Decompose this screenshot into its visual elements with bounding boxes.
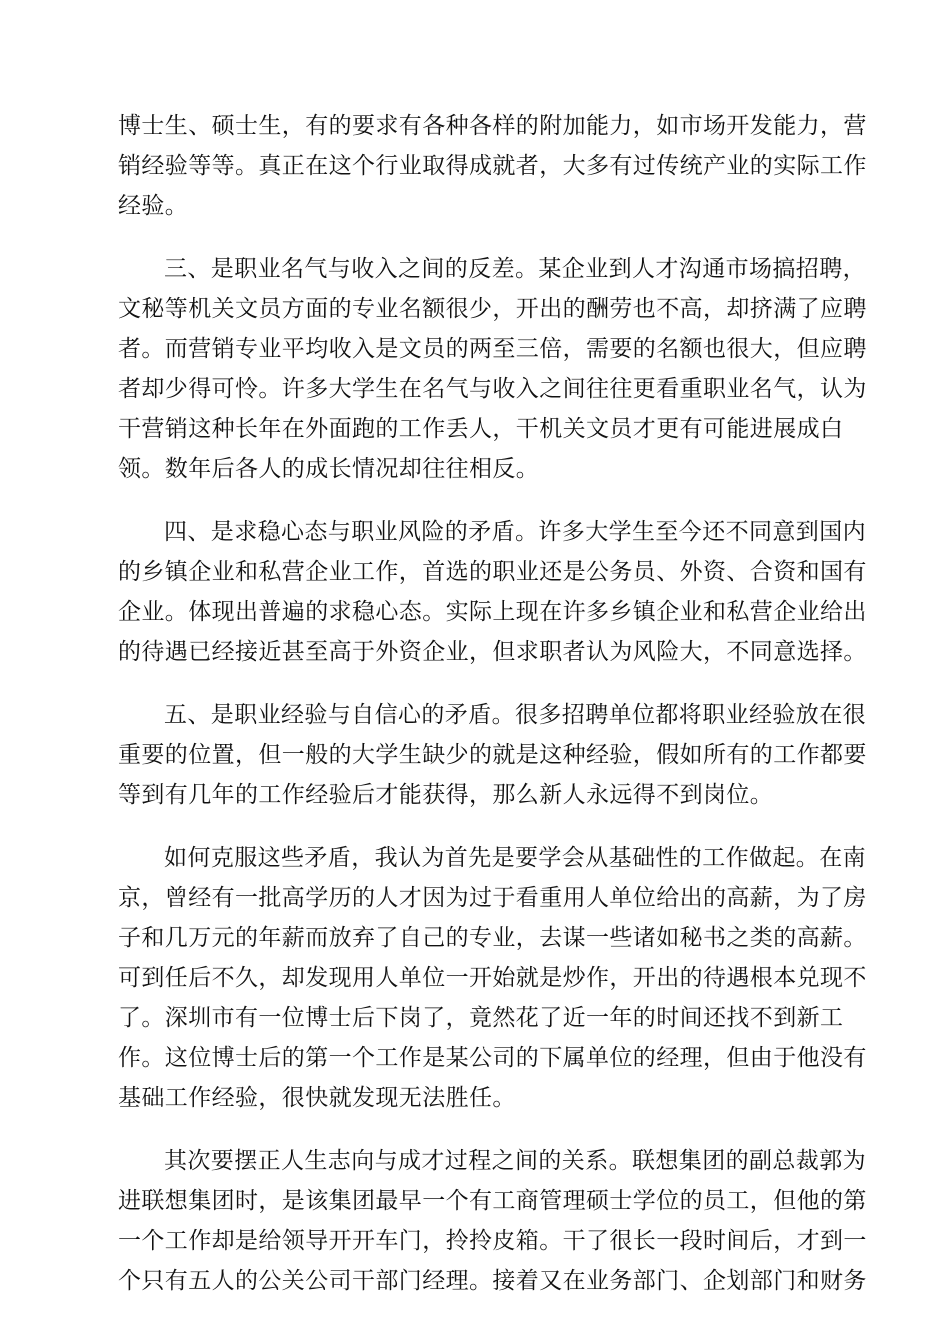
text-line: 如何克服这些矛盾，我认为首先是要学会从基础性的工作做起。在南 bbox=[164, 845, 866, 871]
paragraph-life-goals bbox=[118, 1141, 867, 1301]
text-line: 一个工作却是给领导开开车门，拎拎皮箱。干了很长一段时间后，才到一 bbox=[118, 1228, 867, 1254]
paragraph-continuation bbox=[118, 106, 867, 226]
paragraph-overcoming-contradictions bbox=[118, 838, 867, 1118]
text-line: 领。数年后各人的成长情况却往往相反。 bbox=[118, 456, 540, 482]
text-line: 销经验等等。真正在这个行业取得成就者，大多有过传统产业的实际工作 bbox=[118, 153, 867, 179]
text-line: 企业。体现出普遍的求稳心态。实际上现在许多乡镇企业和私营企业给出 bbox=[118, 599, 867, 625]
text-line: 子和几万元的年薪而放弃了自己的专业，去谋一些诸如秘书之类的高薪。 bbox=[118, 925, 867, 951]
paragraph-section-five bbox=[118, 695, 867, 815]
text-line: 文秘等机关文员方面的专业名额很少，开出的酬劳也不高，却挤满了应聘 bbox=[118, 296, 867, 322]
text-line: 的待遇已经接近甚至高于外资企业，但求职者认为风险大，不同意选择。 bbox=[118, 639, 867, 665]
text-line: 了。深圳市有一位博士后下岗了，竟然花了近一年的时间还找不到新工 bbox=[118, 1005, 844, 1031]
text-line: 干营销这种长年在外面跑的工作丢人，干机关文员才更有可能进展成白 bbox=[118, 416, 844, 442]
text-line: 五、是职业经验与自信心的矛盾。很多招聘单位都将职业经验放在很 bbox=[164, 702, 866, 728]
text-line: 的乡镇企业和私营企业工作，首选的职业还是公务员、外资、合资和国有 bbox=[118, 559, 867, 585]
text-line: 经验。 bbox=[118, 193, 189, 219]
text-line: 可到任后不久，却发现用人单位一开始就是炒作，开出的待遇根本兑现不 bbox=[118, 965, 867, 991]
text-line: 其次要摆正人生志向与成才过程之间的关系。联想集团的副总裁郭为 bbox=[164, 1148, 866, 1174]
text-line: 四、是求稳心态与职业风险的矛盾。许多大学生至今还不同意到国内 bbox=[164, 519, 866, 545]
text-line: 重要的位置，但一般的大学生缺少的就是这种经验，假如所有的工作都要 bbox=[118, 742, 867, 768]
document-body bbox=[118, 106, 867, 1324]
text-line: 作。这位博士后的第一个工作是某公司的下属单位的经理，但由于他没有 bbox=[118, 1045, 867, 1071]
text-line: 等到有几年的工作经验后才能获得，那么新人永远得不到岗位。 bbox=[118, 782, 774, 808]
text-line: 京，曾经有一批高学历的人才因为过于看重用人单位给出的高薪，为了房 bbox=[118, 885, 867, 911]
paragraph-section-three bbox=[118, 249, 867, 489]
text-line: 进联想集团时，是该集团最早一个有工商管理硕士学位的员工，但他的第 bbox=[118, 1188, 867, 1214]
text-line: 者。而营销专业平均收入是文员的两至三倍，需要的名额也很大，但应聘 bbox=[118, 336, 867, 362]
text-line: 者却少得可怜。许多大学生在名气与收入之间往往更看重职业名气，认为 bbox=[118, 376, 867, 402]
text-line: 博士生、硕士生，有的要求有各种各样的附加能力，如市场开发能力，营 bbox=[118, 113, 867, 139]
paragraph-section-four bbox=[118, 512, 867, 672]
text-line: 个只有五人的公关公司干部门经理。接着又在业务部门、企划部门和财务 bbox=[118, 1268, 867, 1294]
text-line: 三、是职业名气与收入之间的反差。某企业到人才沟通市场搞招聘， bbox=[164, 256, 866, 282]
text-line: 基础工作经验，很快就发现无法胜任。 bbox=[118, 1085, 516, 1111]
